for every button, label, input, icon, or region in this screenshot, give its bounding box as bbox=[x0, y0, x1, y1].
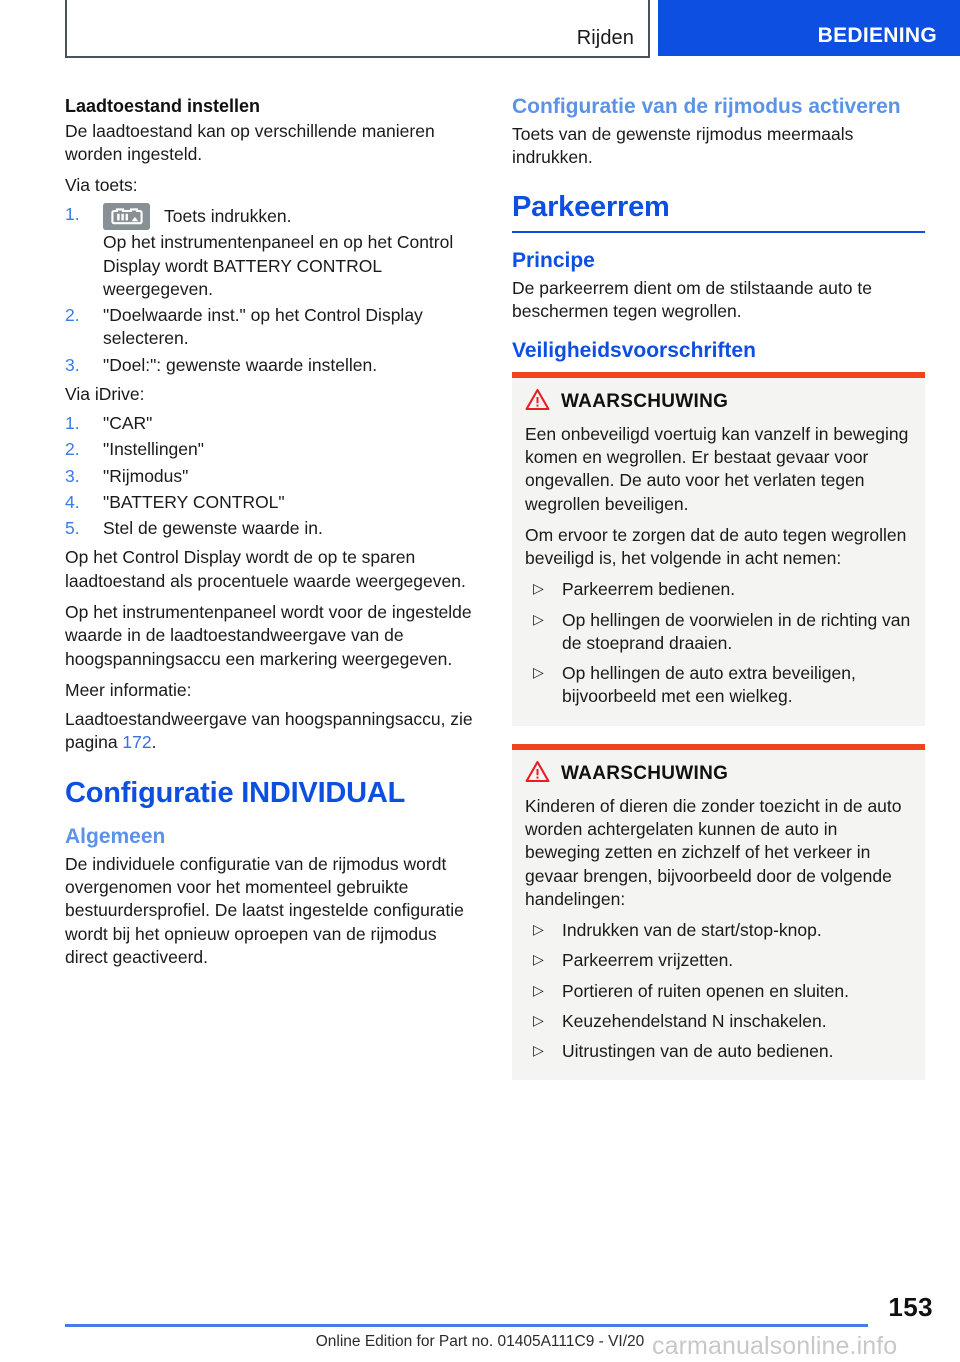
step-item bbox=[65, 354, 478, 377]
step-text: "Instellingen" bbox=[103, 439, 204, 460]
step-item bbox=[65, 412, 478, 435]
battery-control-button-icon bbox=[103, 203, 150, 230]
step-text: "Rijmodus" bbox=[103, 465, 189, 486]
warning-box bbox=[512, 744, 925, 1081]
heading-principe: Principe bbox=[512, 248, 595, 272]
step-item bbox=[65, 438, 478, 461]
step-item bbox=[65, 203, 478, 301]
list-item: ▷ Op hellingen de auto extra beveiligen, bijvoorbeeld met een wielkeg. bbox=[525, 662, 912, 709]
step-item bbox=[65, 517, 478, 540]
site-watermark: carmanualsonline.info bbox=[652, 1332, 898, 1360]
warning-triangle-icon bbox=[525, 388, 550, 416]
cross-reference-page-link[interactable]: 172 bbox=[122, 732, 152, 753]
list-item: ▷ Portieren of ruiten openen en sluiten. bbox=[525, 980, 912, 1003]
header-chapter-label: BEDIENING bbox=[817, 24, 937, 47]
step-text: "BATTERY CONTROL" bbox=[103, 491, 285, 512]
step-item bbox=[65, 465, 478, 488]
warning-box bbox=[512, 372, 925, 726]
list-item: ▷ Indrukken van de start/stop-knop. bbox=[525, 919, 912, 942]
warning-header bbox=[525, 760, 912, 788]
step-text: Stel de gewenste waarde in. bbox=[103, 518, 323, 539]
steps-via-toets bbox=[65, 203, 478, 377]
paragraph-cross-reference bbox=[65, 708, 478, 755]
paragraph-meer-informatie: Meer informatie: bbox=[65, 679, 192, 700]
warning-triangle-icon bbox=[525, 760, 550, 788]
heading-algemeen: Algemeen bbox=[65, 825, 166, 849]
right-column bbox=[512, 95, 925, 1098]
page-number: 153 bbox=[888, 1292, 933, 1322]
heading-parkeerrem: Parkeerrem bbox=[512, 191, 925, 232]
footer-edition-note: Online Edition for Part no. 01405A111C9 - VI/20 bbox=[315, 1333, 645, 1350]
paragraph-instrumentenpaneel: Op het instrumentenpaneel wordt voor de ingestelde waarde in de laadtoestandweergave van de hoogspanningsaccu een markering weergegeven. bbox=[65, 602, 472, 669]
step-continuation: Op het instrumentenpaneel en op het Control Display wordt BATTERY CONTROL weergegeven. bbox=[103, 232, 454, 299]
warning-header bbox=[525, 388, 912, 416]
header-section-box bbox=[65, 0, 650, 58]
list-item: ▷ Keuzehendelstand N inschakelen. bbox=[525, 1010, 912, 1033]
paragraph-configuratie-activeren: Toets van de gewenste rijmodus meermaals indrukken. bbox=[512, 123, 854, 168]
paragraph-via-idrive: Via iDrive: bbox=[65, 383, 145, 404]
steps-via-idrive bbox=[65, 412, 478, 540]
warning-bullet-list bbox=[525, 578, 912, 708]
cross-reference-period: . bbox=[151, 732, 157, 753]
paragraph-control-display: Op het Control Display wordt de op te sparen laadtoestand als procentuele waarde weergegeven. bbox=[65, 547, 466, 591]
step-item bbox=[65, 304, 478, 351]
warning-title: WAARSCHUWING bbox=[561, 390, 729, 412]
paragraph-intro: De laadtoestand kan op verschillende manieren worden ingesteld. bbox=[65, 120, 435, 164]
heading-configuratie-activeren: Configuratie van de rijmodus activeren bbox=[512, 95, 901, 118]
warning-title: WAARSCHUWING bbox=[561, 762, 729, 784]
step-text: "CAR" bbox=[103, 413, 153, 434]
header-section-label: Rijden bbox=[576, 27, 634, 49]
warning-paragraph: Kinderen of dieren die zonder toezicht in de auto worden achtergelaten kunnen de auto in beweging zetten en zichzelf of het verkeer in gevaar brengen, bijvoorbeeld door de volgende handelingen: bbox=[525, 795, 902, 909]
paragraph-principe: De parkeerrem dient om de stilstaande auto te beschermen tegen wegrollen. bbox=[512, 277, 872, 321]
step-text: "Doelwaarde inst." op het Control Display selecteren. bbox=[103, 305, 423, 349]
step-text: "Doel:": gewenste waarde instellen. bbox=[103, 354, 378, 375]
header-chapter-tab bbox=[658, 0, 960, 56]
list-item: ▷ Parkeerrem vrijzetten. bbox=[525, 949, 912, 972]
warning-paragraph: Een onbeveiligd voertuig kan vanzelf in beweging komen en wegrollen. Er bestaat gevaar voor ongevallen. De auto voor het verlaten tegen wegrollen beveiligen. bbox=[525, 423, 909, 514]
footer-divider bbox=[65, 1324, 868, 1327]
paragraph-via-toets: Via toets: bbox=[65, 175, 138, 196]
list-item: ▷ Parkeerrem bedienen. bbox=[525, 578, 912, 601]
step-item bbox=[65, 491, 478, 514]
list-item: ▷ Op hellingen de voorwielen in de richting van de stoeprand draaien. bbox=[525, 609, 912, 656]
warning-bullet-list bbox=[525, 919, 912, 1063]
warning-paragraph: Om ervoor te zorgen dat de auto tegen wegrollen beveiligd is, het volgende in acht nemen: bbox=[525, 524, 907, 569]
step-text: Toets indrukken. bbox=[164, 206, 292, 227]
page-header bbox=[0, 0, 960, 60]
paragraph-algemeen: De individuele configuratie van de rijmodus wordt overgenomen voor het momenteel gebruikte bestuurdersprofiel. De laatst ingestelde configuratie wordt bij het opnieuw oproepen van de rijmodus direct geactiveerd. bbox=[65, 853, 464, 967]
cross-reference-text: Laadtoestandweergave van hoogspanningsaccu, zie pagina bbox=[65, 709, 473, 753]
list-item: ▷ Uitrustingen van de auto bedienen. bbox=[525, 1040, 912, 1063]
left-column bbox=[65, 95, 478, 977]
heading-laadtoestand-instellen: Laadtoestand instellen bbox=[65, 96, 261, 116]
page-footer bbox=[0, 1280, 960, 1362]
heading-veiligheidsvoorschriften: Veiligheidsvoorschriften bbox=[512, 339, 756, 363]
heading-configuratie-individual: Configuratie INDIVIDUAL bbox=[65, 776, 406, 809]
